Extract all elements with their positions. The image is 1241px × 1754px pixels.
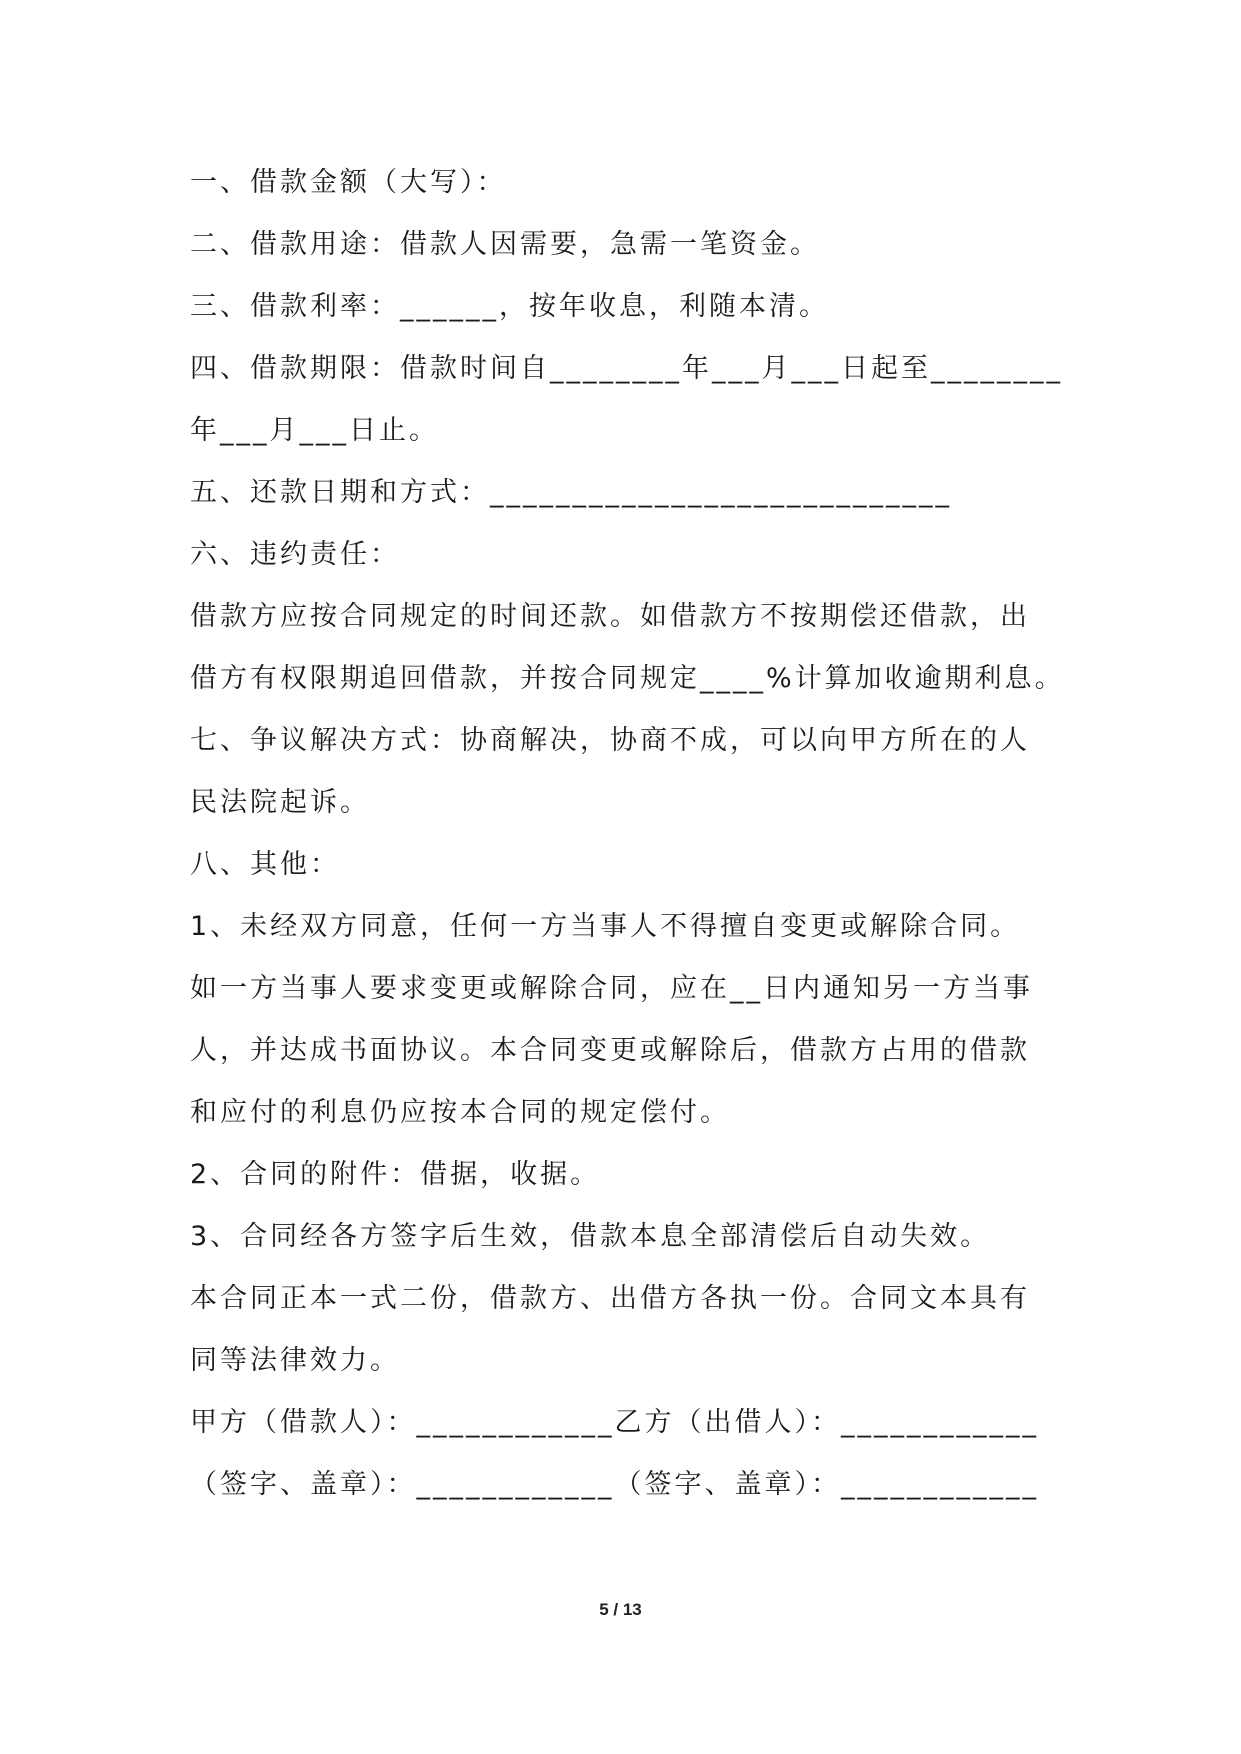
clause-loan-term-cont: 年___月___日止。 (190, 415, 439, 446)
clause-other-item-3: 3、合同经各方签字后生效，借款本息全部清偿后自动失效。 (190, 1221, 991, 1252)
clause-breach-text: 借款方应按合同规定的时间还款。如借款方不按期偿还借款，出 (190, 601, 1030, 632)
clause-copies: 本合同正本一式二份，借款方、出借方各执一份。合同文本具有 (190, 1283, 1030, 1314)
clause-copies-cont: 同等法律效力。 (190, 1345, 400, 1376)
clause-repayment: 五、还款日期和方式：____________________________ (190, 477, 952, 508)
clause-interest-rate: 三、借款利率：______，按年收息，利随本清。 (190, 291, 829, 322)
clause-other-item-1-cont-a: 如一方当事人要求变更或解除合同，应在__日内通知另一方当事 (190, 973, 1033, 1004)
clause-loan-term: 四、借款期限：借款时间自________年___月___日起至________ (190, 353, 1063, 384)
clause-other-item-2: 2、合同的附件：借据，收据。 (190, 1159, 601, 1190)
signature-parties: 甲方（借款人）：____________乙方（出借人）：____________ (190, 1407, 1039, 1438)
contract-body (190, 152, 1070, 1516)
signature-stamps: （签字、盖章）：____________（签字、盖章）：____________ (190, 1469, 1039, 1500)
clause-dispute: 七、争议解决方式：协商解决，协商不成，可以向甲方所在的人 (190, 725, 1030, 756)
clause-other-item-1-cont-b: 人，并达成书面协议。本合同变更或解除后，借款方占用的借款 (190, 1035, 1030, 1066)
clause-breach-text-cont: 借方有权限期追回借款，并按合同规定____%计算加收逾期利息。 (190, 663, 1065, 694)
clause-loan-amount: 一、借款金额（大写）： (190, 167, 507, 198)
page-number: 5 / 13 (599, 1600, 642, 1619)
clause-other-item-1: 1、未经双方同意，任何一方当事人不得擅自变更或解除合同。 (190, 911, 1021, 942)
clause-other-item-1-cont-c: 和应付的利息仍应按本合同的规定偿付。 (190, 1097, 730, 1128)
clause-other-heading: 八、其他： (190, 849, 340, 880)
clause-dispute-cont: 民法院起诉。 (190, 787, 370, 818)
clause-breach-heading: 六、违约责任： (190, 539, 400, 570)
clause-loan-purpose: 二、借款用途：借款人因需要，急需一笔资金。 (190, 229, 820, 260)
